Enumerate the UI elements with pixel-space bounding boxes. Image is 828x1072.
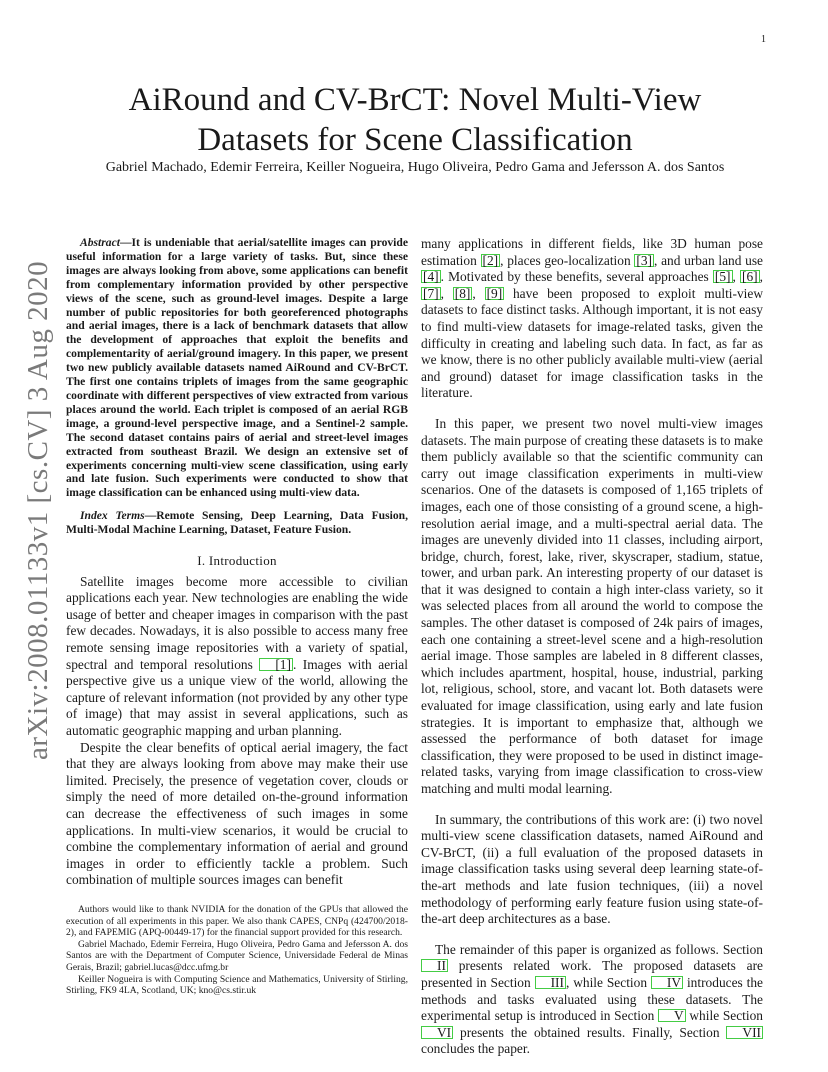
citation-link-6[interactable]: [6] [742, 269, 758, 285]
section-link-vi[interactable]: VI [421, 1026, 453, 1039]
paper-title-line-1: AiRound and CV-BrCT: Novel Multi-View [128, 82, 702, 118]
rp4-text: concludes the paper. [421, 1041, 530, 1057]
rp4-text: , while Section [565, 974, 651, 990]
rp1-text: , [440, 285, 453, 301]
right-paragraph-2: In this paper, we present two novel multi-view images datasets. The main purpose of creating these datasets is to make them publicly available so that the scientific community can carry out image classification experiments in multi-view scenarios. One of the datasets is composed of 1,165 triplets of images, each one of those consisting of a ground scene, a high-resolution aerial image, and a multi-spectral aerial data. The images are unevenly divided into 11 classes, including airport, bridge, church, forest, lake, river, skyscraper, stadium, statue, tower, and urban park. An interesting property of our dataset is that it was designed to contain a high inter-class variety, so it was selected places from all around the world to compose the samples. The other dataset is composed of 24k pairs of images, each one containing a street-level scene and a high-resolution aerial image. Those samples are labeled in 8 different classes, which includes apartment, hospital, house, industrial, parking lot, religious, school, store, and vacant lot. Both datasets were evaluated for image classification, using early and late fusion strategies. It is important to emphasize that, although we assessed the performance of both dataset for image classification, they were proposed to be used in distinct image-related tasks, varying from image classification to cross-view matching and multi modal learning. [421, 415, 763, 796]
section-link-iii[interactable]: III [535, 976, 566, 989]
rp4-text: presents related work. The proposed datasets are presented in Section [421, 958, 763, 990]
paper-title [70, 80, 760, 160]
rp4-text: The remainder of this paper is organized as follows. Section [435, 941, 763, 957]
rp1-text: , [472, 285, 485, 301]
right-paragraph-4 [421, 942, 763, 1058]
index-terms [66, 509, 408, 537]
rp1-text: , [759, 269, 763, 285]
intro-paragraph-1 [66, 574, 408, 740]
rp1-text: have been proposed to exploit multi-view datasets to face distinct tasks. Although important, it is not easy to find multi-view datasets for image-related tasks, given the difficulty in creating and labeling such data. In fact, as far as we know, there is no other publicly available multi-view (aerial and ground) dataset for image classification tasks in the literature. [421, 285, 763, 401]
rp1-text: , and urban land use [654, 252, 763, 268]
intro-p1-text-a: Satellite images become more accessible to civilian applications each year. New technologies are enabling the wide usage of better and cheaper images in comparison with the past few decades. Nowadays, it is also possible to access many free remote sensing image repositories with a variety of spatial, spectral and temporal resolutions [66, 573, 408, 672]
citation-link-2[interactable]: [2] [482, 252, 499, 268]
abstract-label: Abstract [80, 236, 120, 249]
citation-link-5[interactable]: [5] [714, 269, 731, 285]
footnotes [66, 904, 408, 997]
section-link-vii[interactable]: VII [726, 1026, 763, 1039]
rp1-text: , places geo-localization [500, 252, 635, 268]
citation-link-9[interactable]: [9] [486, 285, 503, 301]
section-heading-introduction: I. Introduction [197, 553, 277, 569]
footnote-affiliation-ufmg: Gabriel Machado, Edemir Ferreira, Hugo Oliveira, Pedro Gama and Jefersson A. dos Santos are with the Department of Computer Science, Universidade Federal de Minas Gerais, Brazil; gabriel.lucas@dcc.ufmg.br [66, 938, 408, 973]
citation-link-4[interactable]: [4] [423, 269, 439, 285]
citation-link-8[interactable]: [8] [454, 285, 471, 301]
rp4-text: while Section [685, 1008, 763, 1024]
rp4-text: presents the obtained results. Finally, Section [453, 1024, 727, 1040]
abstract-text: —It is undeniable that aerial/satellite images can provide useful information for a large variety of tasks. But, since these images are always looking from above, some applications can benefit from complementary information provided by other perspective views of the scene, such as ground-level images. Despite a large number of public repositories for both georeferenced photographs and aerial images, there is a lack of benchmark datasets that allow the development of approaches that exploit the benefits and complementarity of aerial/ground imagery. In this paper, we present two new publicly available datasets named AiRound and CV-BrCT. The first one contains triplets of images from the same geographic coordinate with different perspectives of view extracted from various places around the world. Each triplet is composed of an aerial RGB image, a ground-level perspective image, and a Sentinel-2 sample. The second dataset contains pairs of aerial and street-level images extracted from southeast Brazil. We design an extensive set of experiments concerning multi-view scene classification, using early and late fusion. Such experiments were conducted to show that image classification can be enhanced using multi-view data. [66, 236, 408, 500]
footnote-acknowledgements: Authors would like to thank NVIDIA for the donation of the GPUs that allowed the execution of all experiments in this paper. We also thank CAPES, CNPq (424700/2018-2), and FAPEMIG (APQ-00449-17) for the financial support provided for this research. [66, 904, 408, 939]
right-paragraph-3: In summary, the contributions of this work are: (i) two novel multi-view scene classification datasets, named AiRound and CV-BrCT, (ii) a full evaluation of the proposed datasets in image classification tasks using several deep learning state-of-the-art methods and late fusion techniques, (iii) a novel methodology of performing early feature fusion using state-of-the-art deep architectures as a base. [421, 811, 763, 927]
left-column [66, 236, 408, 889]
footnote-affiliation-stirling: Keiller Nogueira is with Computing Science and Mathematics, University of Stirling, Stirling, FK9 4LA, Scotland, UK; kno@cs.stir.uk [66, 973, 408, 997]
intro-paragraph-2: Despite the clear benefits of optical aerial imagery, the fact that they are always looking from above may make their use limited. Precisely, the presence of vegetation cover, clouds or simply the need of more detailed on-the-ground information can decrease the effectiveness of such images in some applications. In multi-view scenarios, it would be crucial to combine the complementary information of aerial and ground images in order to efficiently tackle a problem. Such combination of multiple sources images can benefit [66, 739, 408, 888]
citation-link-7[interactable]: [7] [423, 285, 439, 301]
citation-link-1[interactable]: [1] [259, 658, 293, 671]
right-paragraph-1 [421, 236, 763, 402]
intro-p1-text-b: . Images with aerial perspective give us a unique view of the world, allowing the capture of relevant information (not provided by any other type of image) that may assist in several applications, such as automatic geographic mapping and urban planning. [66, 656, 408, 738]
rp1-text: . Motivated by these benefits, several approaches [440, 269, 713, 285]
abstract [66, 236, 408, 500]
right-column [421, 236, 763, 1058]
rp1-text: many applications in different fields, like 3D human pose estimation [421, 236, 763, 268]
rp1-text: , [732, 269, 741, 285]
rp4-text: introduces the methods and tasks evaluated using these datasets. The experimental setup is introduced in Section [421, 974, 763, 1024]
citation-link-3[interactable]: [3] [636, 252, 653, 268]
index-terms-text: —Remote Sensing, Deep Learning, Data Fusion, Multi-Modal Machine Learning, Dataset, Feature Fusion. [66, 509, 408, 537]
page-number: 1 [761, 34, 766, 45]
author-list: Gabriel Machado, Edemir Ferreira, Keiller Nogueira, Hugo Oliveira, Pedro Gama and Jefersson A. dos Santos [105, 160, 725, 175]
section-link-v[interactable]: V [658, 1009, 686, 1022]
index-terms-label: Index Terms [80, 509, 145, 523]
arxiv-identifier-stamp[interactable]: arXiv:2008.01133v1 [cs.CV] 3 Aug 2020 [22, 260, 54, 760]
paper-title-line-2: Datasets for Scene Classification [197, 122, 633, 158]
section-link-ii[interactable]: II [421, 959, 448, 972]
section-link-iv[interactable]: IV [651, 976, 683, 989]
